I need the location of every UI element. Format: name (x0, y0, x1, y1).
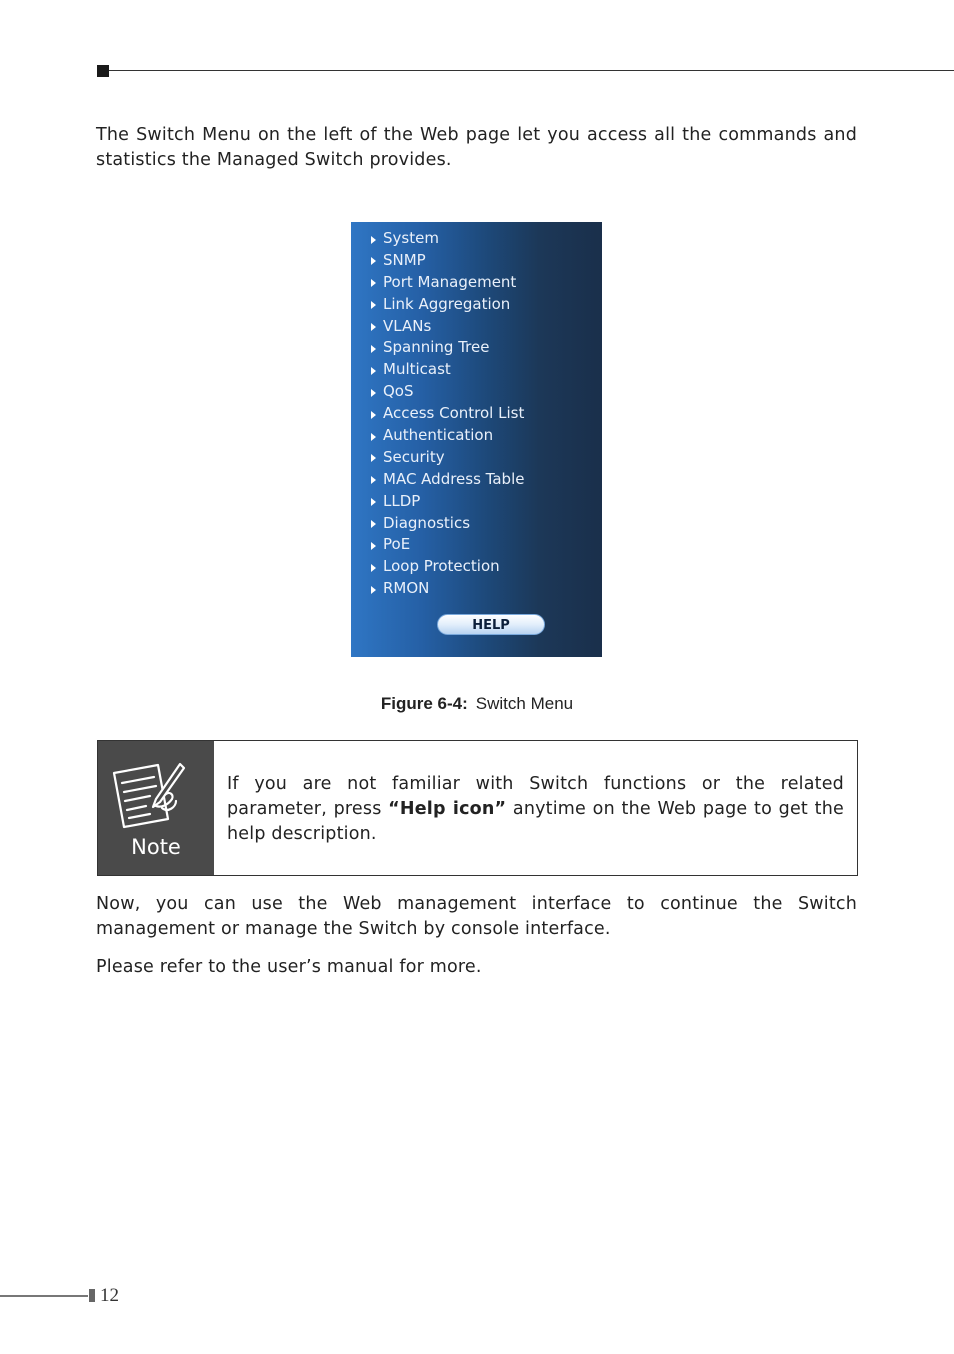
menu-item-security[interactable] (371, 448, 524, 470)
figure-label: Figure 6-4: (380, 694, 468, 713)
menu-item-label: VLANs (383, 316, 432, 335)
menu-item-snmp[interactable] (371, 251, 524, 273)
menu-item-qos[interactable] (371, 382, 524, 404)
intro-paragraph: The Switch Menu on the left of the Web page let you access all the commands and statistics the Managed Switch provides. (96, 125, 857, 170)
menu-item-label: Spanning Tree (383, 338, 490, 357)
footer-rule (0, 1295, 88, 1297)
triangle-right-icon (371, 279, 376, 287)
note-pen-icon (110, 761, 186, 833)
figure-caption (0, 694, 954, 714)
menu-item-port-management[interactable] (371, 273, 524, 295)
menu-item-spanning-tree[interactable] (371, 338, 524, 360)
note-text (227, 772, 844, 847)
menu-item-rmon[interactable] (371, 579, 524, 601)
figure-title: Switch Menu (475, 694, 574, 713)
menu-item-label: MAC Address Table (383, 469, 525, 488)
triangle-right-icon (371, 586, 376, 594)
menu-item-label: Access Control List (383, 404, 525, 423)
menu-item-lldp[interactable] (371, 492, 524, 514)
menu-item-label: PoE (383, 535, 411, 554)
menu-item-link-aggregation[interactable] (371, 295, 524, 317)
menu-item-label: Loop Protection (383, 557, 500, 576)
menu-item-vlans[interactable] (371, 317, 524, 339)
help-button[interactable]: HELP (437, 614, 545, 635)
triangle-right-icon (371, 411, 376, 419)
triangle-right-icon (371, 520, 376, 528)
menu-item-label: System (383, 229, 439, 247)
note-text-bold: “Help icon” (388, 799, 507, 819)
triangle-right-icon (371, 367, 376, 375)
menu-item-multicast[interactable] (371, 360, 524, 382)
menu-item-label: LLDP (383, 491, 421, 510)
triangle-right-icon (371, 323, 376, 331)
menu-item-diagnostics[interactable] (371, 514, 524, 536)
note-text-after: anytime on the Web page to get the help description. (227, 799, 844, 844)
menu-item-access-control-list[interactable] (371, 404, 524, 426)
menu-item-label: Port Management (383, 272, 517, 291)
footer-tick-marker (89, 1289, 95, 1302)
continue-paragraph: Now, you can use the Web management interface to continue the Switch management or manage the Switch by console interface. (96, 894, 857, 939)
triangle-right-icon (371, 236, 376, 244)
triangle-right-icon (371, 454, 376, 462)
menu-item-poe[interactable] (371, 535, 524, 557)
menu-item-label: Security (383, 447, 445, 466)
menu-item-mac-address-table[interactable] (371, 470, 524, 492)
menu-item-label: Authentication (383, 426, 494, 445)
menu-item-label: RMON (383, 579, 430, 598)
menu-item-label: Diagnostics (383, 513, 471, 532)
menu-item-label: Multicast (383, 360, 451, 379)
menu-item-label: QoS (383, 382, 414, 401)
menu-item-authentication[interactable] (371, 426, 524, 448)
header-rule (109, 70, 954, 71)
triangle-right-icon (371, 345, 376, 353)
note-sidebar (98, 741, 214, 875)
triangle-right-icon (371, 498, 376, 506)
note-text-before: If you are not familiar with Switch functions or the related parameter, press (227, 774, 844, 819)
triangle-right-icon (371, 433, 376, 441)
menu-item-system[interactable] (371, 229, 524, 251)
refer-paragraph: Please refer to the user’s manual for more. (96, 957, 482, 977)
triangle-right-icon (371, 257, 376, 265)
triangle-right-icon (371, 301, 376, 309)
header-square-marker (97, 65, 109, 77)
switch-menu-list (371, 229, 524, 601)
menu-item-label: SNMP (383, 250, 426, 269)
triangle-right-icon (371, 476, 376, 484)
menu-item-label: Link Aggregation (383, 294, 511, 313)
page-number: 12 (100, 1285, 119, 1306)
triangle-right-icon (371, 389, 376, 397)
triangle-right-icon (371, 564, 376, 572)
menu-item-loop-protection[interactable] (371, 557, 524, 579)
triangle-right-icon (371, 542, 376, 550)
switch-menu-screenshot (351, 222, 602, 657)
note-box (97, 740, 858, 876)
note-label: Note (131, 835, 181, 859)
